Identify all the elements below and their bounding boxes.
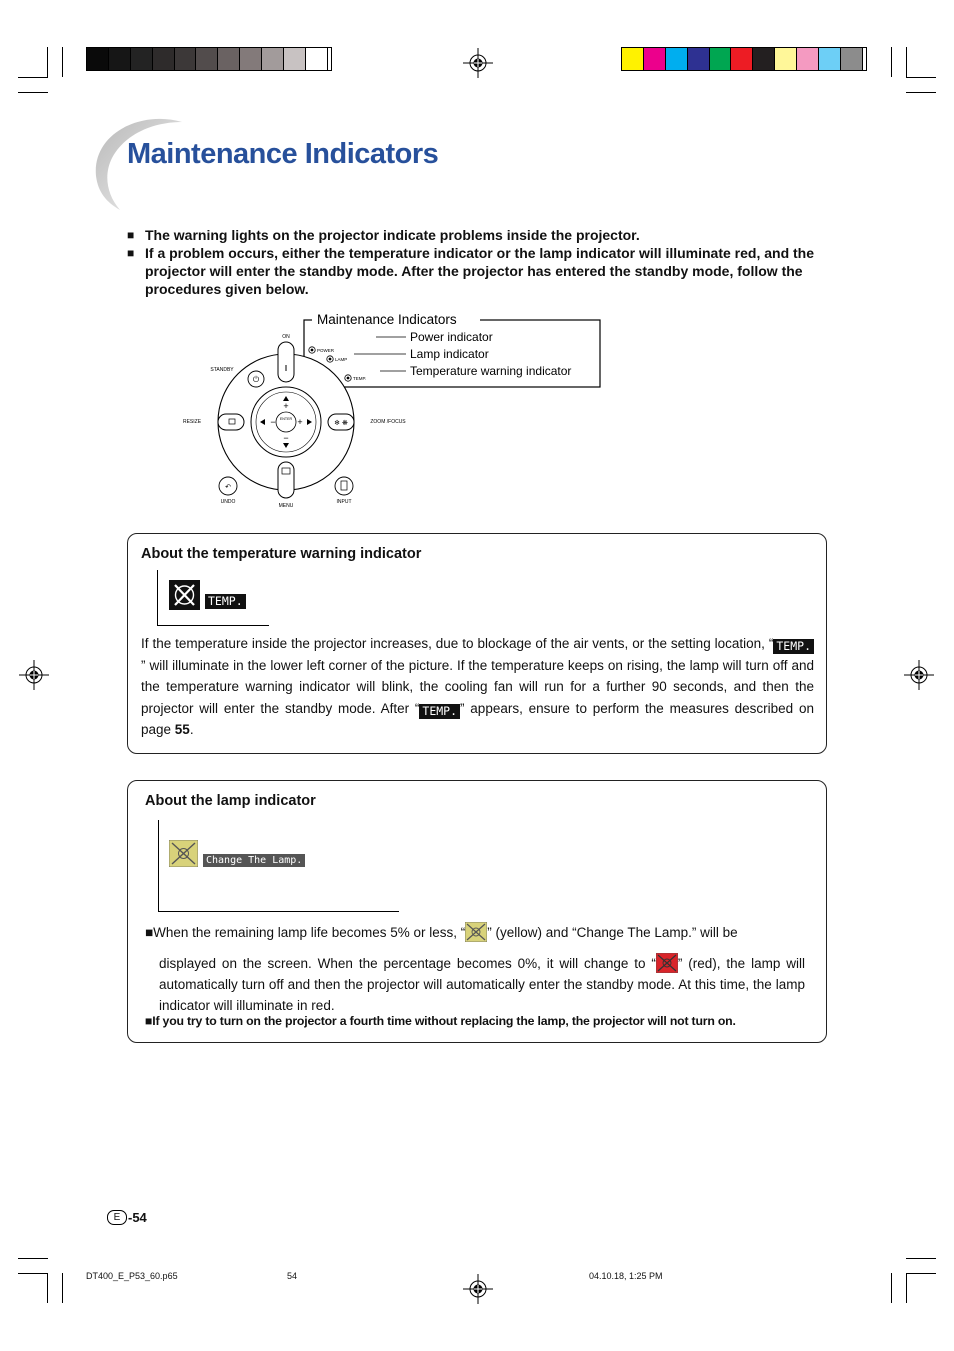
- crop-mark: [47, 1273, 48, 1303]
- lamp-text: ” (yellow) and “Change The Lamp.” will be: [487, 925, 738, 940]
- control-panel-diagram: [170, 310, 610, 515]
- crop-mark: [891, 47, 892, 77]
- footer-file: DT400_E_P53_60.p65: [86, 1271, 178, 1281]
- temp-osd-sample: [157, 570, 269, 626]
- intro-text: The warning lights on the projector indicate problems inside the projector.: [145, 227, 640, 243]
- temp-warning-icon: [169, 580, 200, 610]
- registration-mark-icon: [463, 48, 493, 78]
- crop-mark: [906, 77, 936, 78]
- zoom-focus-icon: ❄ ❋: [334, 420, 348, 427]
- lamp-text: ” (red), the lamp will automatically turn off and then the projector will automatically enter the standby mode. At this time, the lamp indicator will illuminate in red.: [159, 956, 805, 1013]
- color-swatch: [87, 48, 109, 70]
- color-swatch: [841, 48, 863, 70]
- color-swatch: [622, 48, 644, 70]
- color-swatch: [753, 48, 775, 70]
- color-swatch: [644, 48, 666, 70]
- color-swatch: [306, 48, 328, 70]
- plus-icon: +: [297, 417, 303, 427]
- crop-mark: [906, 1258, 936, 1259]
- temp-osd-label: TEMP.: [205, 594, 246, 609]
- lamp-text: displayed on the screen. When the percentage becomes 0%, it will change to “: [159, 956, 656, 971]
- crop-mark: [906, 1273, 907, 1303]
- color-swatch: [775, 48, 797, 70]
- standby-label: STANDBY: [210, 367, 234, 373]
- page-number-text: -54: [128, 1210, 147, 1225]
- registration-mark-icon: [904, 660, 934, 690]
- color-swatch: [688, 48, 710, 70]
- temp-led-label: TEMP.: [353, 376, 367, 381]
- bullet-square-icon: ■: [145, 1014, 153, 1028]
- temp-inline-chip: TEMP.: [773, 639, 814, 654]
- language-badge: E: [107, 1210, 127, 1225]
- crop-mark: [62, 1273, 63, 1303]
- input-label: INPUT: [336, 499, 352, 505]
- power-icon: ⏻: [252, 375, 260, 384]
- enter-button-label: ENTER: [279, 417, 293, 421]
- intro-text: If a problem occurs, either the temperature indicator or the lamp indicator will illuminate red, and the projector will enter the standby mode. After the projector has entered the standby mode, follow the procedures given below.: [145, 245, 815, 297]
- page-reference-link[interactable]: 55: [174, 722, 190, 738]
- lamp-indicator-label: Lamp indicator: [410, 347, 489, 361]
- color-swatch: [153, 48, 175, 70]
- lamp-warning-yellow-icon: [465, 922, 487, 942]
- lamp-bullet-1: [145, 922, 805, 1016]
- lamp-osd-sample: [158, 820, 399, 912]
- minus-icon: −: [270, 417, 276, 427]
- lamp-warning-yellow-icon: [169, 840, 198, 867]
- temp-text: .: [189, 722, 194, 738]
- lamp-text: When the remaining lamp life becomes 5% or less, “: [153, 925, 466, 940]
- color-swatch: [819, 48, 841, 70]
- lamp-warning-text: If you try to turn on the projector a fourth time without replacing the lamp, the projector will not turn on.: [152, 1014, 736, 1028]
- lamp-warning-red-icon: [656, 953, 678, 973]
- crop-mark: [47, 47, 48, 77]
- color-swatch: [196, 48, 218, 70]
- temp-box-heading: About the temperature warning indicator: [141, 546, 422, 562]
- lamp-osd-label: Change The Lamp.: [203, 854, 305, 867]
- color-swatch: [666, 48, 688, 70]
- temp-inline-chip: TEMP.: [419, 704, 460, 719]
- color-swatch: [731, 48, 753, 70]
- bullet-square-icon: ■: [145, 925, 154, 940]
- plus-icon: +: [283, 401, 289, 411]
- lamp-box-heading: About the lamp indicator: [145, 793, 316, 809]
- crop-mark: [18, 1258, 48, 1259]
- temp-text: If the temperature inside the projector increases, due to blockage of the air vents, or the setting location, “: [141, 636, 774, 651]
- lamp-info-box: [127, 780, 827, 1043]
- page-number: [107, 1210, 147, 1225]
- color-swatch: [218, 48, 240, 70]
- power-indicator-label: Power indicator: [410, 330, 493, 344]
- crop-mark: [906, 47, 907, 77]
- zoom-focus-label: ZOOM /FOCUS: [370, 419, 406, 425]
- bullet-square-icon: ■: [127, 246, 135, 260]
- color-swatch: [284, 48, 306, 70]
- temp-text: ” appears, ensure to perform the measures described on page: [141, 700, 814, 738]
- intro-item: [127, 226, 827, 244]
- color-swatch: [109, 48, 131, 70]
- callout-box-title: Maintenance Indicators: [317, 312, 457, 327]
- crop-mark: [18, 1273, 48, 1274]
- footer-date: 04.10.18, 1:25 PM: [589, 1271, 663, 1281]
- color-bar: [621, 47, 867, 71]
- crop-mark: [906, 1273, 936, 1274]
- undo-icon: ↶: [225, 484, 231, 491]
- temperature-info-box: [127, 533, 827, 754]
- registration-mark-icon: [463, 1274, 493, 1304]
- undo-label: UNDO: [220, 499, 236, 505]
- bullet-square-icon: ■: [127, 228, 135, 242]
- temp-description: [141, 633, 814, 741]
- registration-mark-icon: [19, 660, 49, 690]
- crop-mark: [62, 47, 63, 77]
- temp-indicator-label: Temperature warning indicator: [410, 364, 572, 378]
- color-swatch: [240, 48, 262, 70]
- page-title: Maintenance Indicators: [127, 138, 439, 170]
- crop-mark: [18, 77, 48, 78]
- lamp-bullet-2: [145, 1011, 825, 1031]
- color-swatch: [175, 48, 197, 70]
- minus-icon: −: [283, 433, 289, 443]
- color-swatch: [797, 48, 819, 70]
- intro-list: [127, 226, 827, 298]
- temp-text: ” will illuminate in the lower left corner of the picture. If the temperature keeps on rising, the lamp will turn off and the temperature warning indicator will blink, the cooling fan will run for a further 90 seconds, and then the projector will enter the standby mode. After “: [141, 657, 814, 716]
- color-swatch: [131, 48, 153, 70]
- footer-page: 54: [287, 1271, 298, 1281]
- crop-mark: [891, 1273, 892, 1303]
- color-swatch: [262, 48, 284, 70]
- resize-label: RESIZE: [182, 419, 202, 425]
- crop-mark: [906, 92, 936, 93]
- power-led-label: POWER: [317, 348, 335, 353]
- on-label: ON: [282, 334, 290, 340]
- color-swatch: [710, 48, 732, 70]
- crop-mark: [18, 92, 48, 93]
- lamp-led-label: LAMP: [335, 357, 348, 362]
- menu-label: MENU: [278, 503, 294, 509]
- grayscale-bar: [86, 47, 332, 71]
- intro-item: [127, 244, 827, 298]
